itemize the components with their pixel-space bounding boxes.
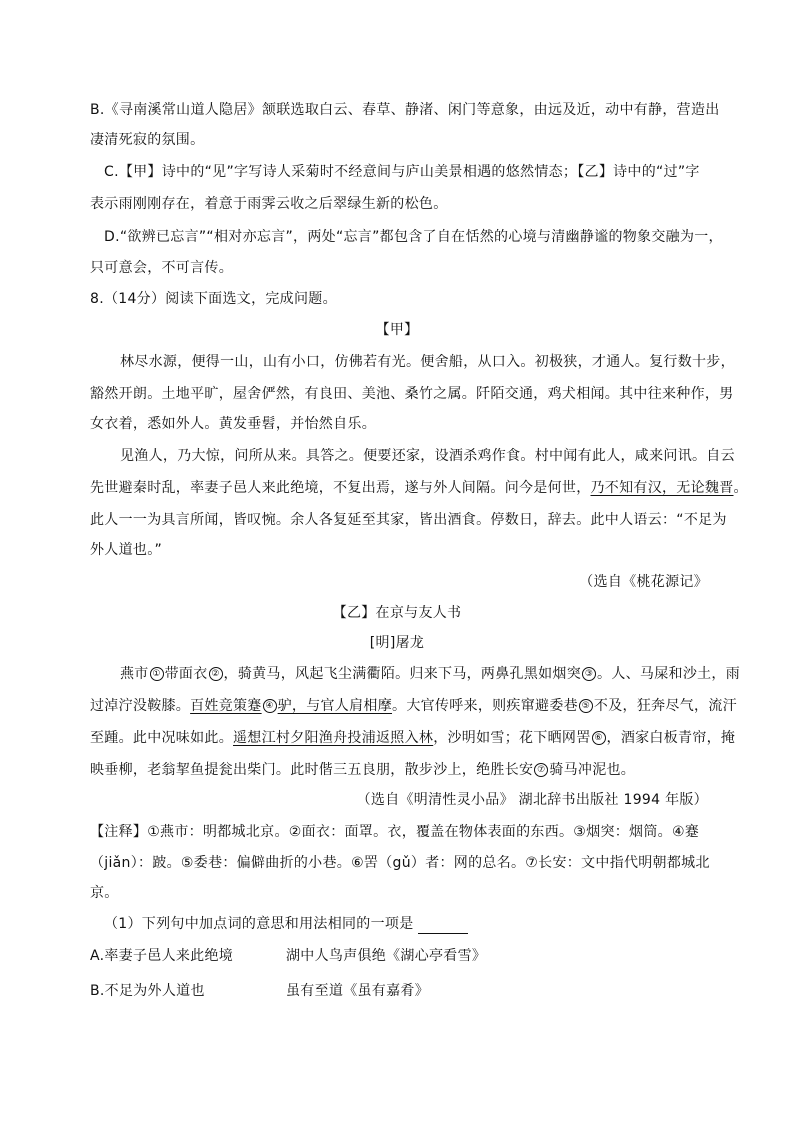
passage-yi-line-3	[90, 728, 735, 748]
passage-jia-line-4: 见渔人，乃大惊，问所从来。具答之。便要还家，设酒杀鸡作食。村中闻有此人，咸来问讯。自云	[120, 448, 735, 464]
option-a-row	[90, 946, 233, 966]
option-c-line-1: C.【甲】诗中的“见”字写诗人采菊时不经意间与庐山美景相遇的悠然情态；【乙】诗中的“过”字	[104, 164, 700, 180]
passage-jia-source: （选自《桃花源记》	[579, 574, 708, 590]
option-b-left: B.不足为外人道也	[90, 983, 205, 999]
notes-line-2: （jiǎn）：跛。⑤委巷：偏僻曲折的小巷。⑥罟（gǔ）者：网的总名。⑦长安：文中指代明朝都城北	[90, 855, 710, 871]
option-b-line-2: 凄清死寂的氛围。	[90, 132, 205, 148]
note-mark-1: ①	[150, 667, 164, 681]
passage-yi-source: （选自《明清性灵小品》 湖北辞书出版社 1994 年版）	[356, 792, 708, 808]
notes-line-1: 【注释】①燕市：明都城北京。②面衣：面罩。衣，覆盖在物体表面的东西。③烟突：烟筒。④蹇	[90, 824, 700, 840]
option-d-line-2: 只可意会，不可言传。	[90, 260, 233, 276]
passage-yi-text: ，沙明如雪；花下晒网罟	[433, 730, 591, 746]
passage-yi-text: 燕市	[120, 666, 149, 682]
note-mark-6: ⑥	[592, 731, 606, 745]
passage-jia-line-1: 林尽水源，便得一山，山有小口，仿佛若有光。便舍船，从口入。初极狭，才通人。复行数十步，	[120, 354, 735, 370]
underlined-sentence-yi-2: 遥想江村夕阳渔舟投浦返照入林	[233, 730, 434, 746]
underlined-sentence-yi-1: 百姓竞策蹇	[190, 698, 262, 714]
passage-jia-line-3: 女衣着，悉如外人。黄发垂髫，并怡然自乐。	[90, 416, 376, 432]
answer-blank[interactable]	[418, 919, 468, 934]
underlined-sentence-yi-1b: 驴，与官人肩相摩	[277, 698, 393, 714]
passage-yi-text: 不及，狂奔尽气，流汗	[593, 698, 737, 714]
option-b-row	[90, 981, 205, 1001]
option-b-right: 虽有至道《虽有嘉肴》	[286, 983, 429, 999]
passage-yi-text: 过淖泞没鞍膝。	[90, 698, 191, 714]
note-mark-5: ⑤	[579, 699, 593, 713]
note-mark-3: ③	[582, 667, 596, 681]
passage-yi-text: 。人、马屎和沙土，雨	[597, 666, 741, 682]
passage-yi-text: ，骑黄马，风起飞尘满衢陌。归来下马，两鼻孔黑如烟突	[223, 666, 582, 682]
note-mark-7: ⑦	[534, 763, 548, 777]
option-b-line-1: B.《寻南溪常山道人隐居》颔联选取白云、春草、静渚、闲门等意象，由远及近，动中有静，营造出	[90, 102, 720, 118]
underlined-sentence-jia: 乃不知有汉，无论魏晋	[590, 480, 734, 496]
question-1-stem	[104, 914, 468, 934]
passage-yi-line-1	[120, 664, 740, 684]
passage-yi-title: 【乙】在京与友人书	[332, 605, 462, 621]
passage-jia-line-5	[90, 478, 748, 498]
question-1-text: （1）下列句中加点词的意思和用法相同的一项是	[104, 916, 414, 932]
passage-jia-line-2: 豁然开朗。土地平旷，屋舍俨然，有良田、美池、桑竹之属。阡陌交通，鸡犬相闻。其中往来种作，男	[90, 386, 734, 402]
passage-yi-line-2	[90, 696, 737, 716]
passage-jia-line-6: 此人一一为具言所闻，皆叹惋。余人各复延至其家，皆出酒食。停数日，辞去。此中人语云：“不足为	[90, 512, 727, 528]
passage-yi-text: 至踵。此中况味如此。	[90, 730, 233, 746]
passage-yi-text: 带面衣	[164, 666, 208, 682]
passage-jia-title: 【甲】	[375, 322, 419, 338]
question-8-heading: 8.（14分）阅读下面选文，完成问题。	[90, 291, 337, 307]
option-d-line-1: D.“欲辨已忘言”“相对亦忘言”，两处“忘言”都包含了自在恬然的心境与清幽静谧的物象交融为一，	[104, 229, 723, 245]
passage-yi-text: 映垂柳，老翁挈鱼提瓮出柴门。此时偕三五良朋，散步沙上，绝胜长安	[90, 762, 534, 778]
passage-jia-line-5-text: 先世避秦时乱，率妻子邑人来此绝境，不复出焉，遂与外人间隔。问今是何世，	[90, 480, 591, 496]
passage-yi-text: 骑马冲泥也。	[549, 762, 636, 778]
passage-yi-author: [明]屠龙	[369, 635, 425, 651]
note-mark-4: ④	[263, 699, 277, 713]
option-a-right: 湖中人鸟声俱绝《湖心亭看雪》	[286, 948, 487, 964]
option-a-left: A.率妻子邑人来此绝境	[90, 948, 234, 964]
note-mark-2: ②	[209, 667, 223, 681]
passage-yi-line-4	[90, 760, 635, 780]
passage-jia-line-5-end: 。	[733, 480, 748, 496]
passage-jia-line-7: 外人道也。”	[90, 542, 163, 558]
option-c-line-2: 表示雨刚刚存在，着意于雨霁云收之后翠绿生新的松色。	[90, 196, 448, 212]
passage-yi-text: ，酒家白板青帘，掩	[606, 730, 736, 746]
passage-yi-text: 。大官传呼来，则疾窜避委巷	[392, 698, 578, 714]
notes-line-3: 京。	[90, 885, 119, 901]
